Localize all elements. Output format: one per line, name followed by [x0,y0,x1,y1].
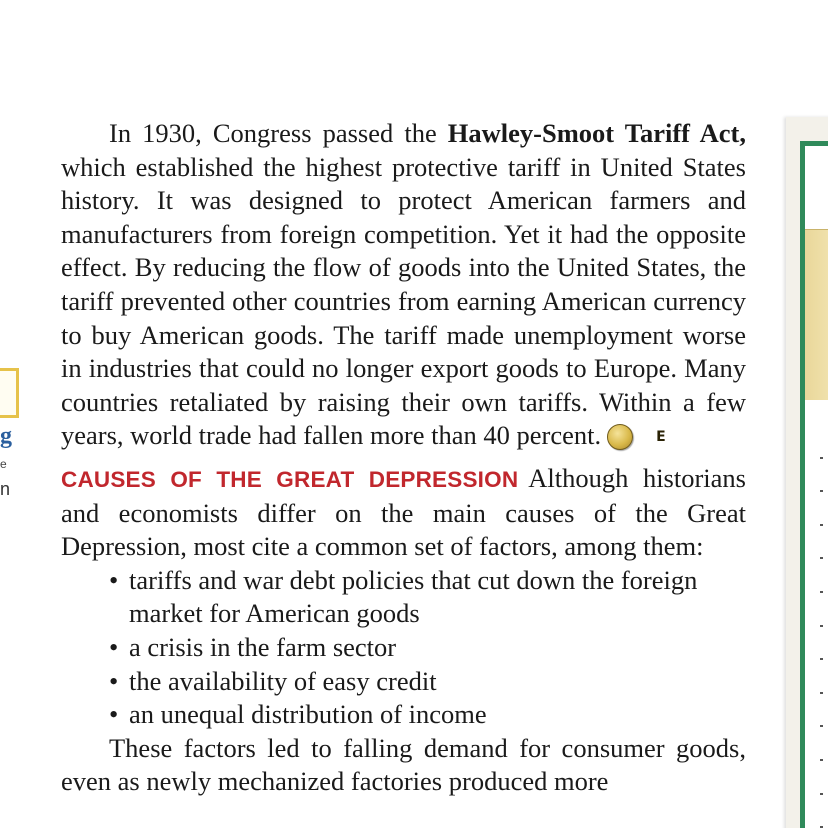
list-item-text: an unequal distribution of income [129,699,487,730]
sidebar-line-marks [820,457,824,828]
left-margin-fragment-g: g [0,423,12,449]
bullet-icon: • [109,631,119,662]
bullet-icon: • [109,564,119,595]
right-sidebar-feature [786,117,828,828]
paragraph-body: which established the highest protective tariff in United States history. It was designed to protect American farmers and manufacturers from foreign competition. Yet it had the opposite effect. By reducing the flow of goods into the United States, the tariff prevented other countries from earning American currency to buy American goods. The tariff made unemployment worse in industries that could no longer export goods to Europe. Many countries retaliated by raising their own tariffs. Within a few years, world trade had fallen more than 40 percent. [61,151,746,451]
e-badge-icon[interactable]: E [607,424,633,450]
sidebar-tick [820,557,823,559]
list-item-text: tariffs and war debt policies that cut down the foreign market for American goods [129,564,698,629]
left-margin-fragment-e: e [0,457,7,471]
sidebar-tick [820,591,823,593]
section-intro: Although historians and economists differ on the main causes of the Great Depression, most cite a common set of factors, among them: [61,462,746,562]
sidebar-tick [820,625,823,627]
list-item [109,698,746,732]
list-item [109,665,746,699]
left-margin-callout-box [0,368,19,418]
section-heading: CAUSES OF THE GREAT DEPRESSION [61,466,519,492]
bullet-icon: • [109,665,119,696]
sidebar-tick [820,759,823,761]
sidebar-tan-band [805,229,828,400]
sidebar-tick [820,457,823,459]
paragraph-intro: In 1930, Congress passed the [109,118,448,148]
list-item [109,631,746,665]
sidebar-tick [820,524,823,526]
list-item-text: a crisis in the farm sector [129,631,397,662]
main-text-column [61,117,746,799]
sidebar-tick [820,725,823,727]
sidebar-tick [820,793,823,795]
list-item [109,564,746,631]
hawley-smoot-act-term: Hawley-Smoot Tariff Act, [447,118,746,148]
bullet-icon: • [109,699,119,730]
paragraph-factors-demand: These factors led to falling demand for consumer goods, even as newly mechanized factories produced more [61,732,746,797]
sidebar-tick [820,692,823,694]
sidebar-tick [820,658,823,660]
sidebar-tick [820,490,823,492]
left-margin-fragment-n: n [0,479,11,499]
section-causes [61,462,746,564]
factors-list [61,564,746,732]
paragraph-tariff-act [61,117,746,453]
list-item-text: the availability of easy credit [129,665,437,696]
